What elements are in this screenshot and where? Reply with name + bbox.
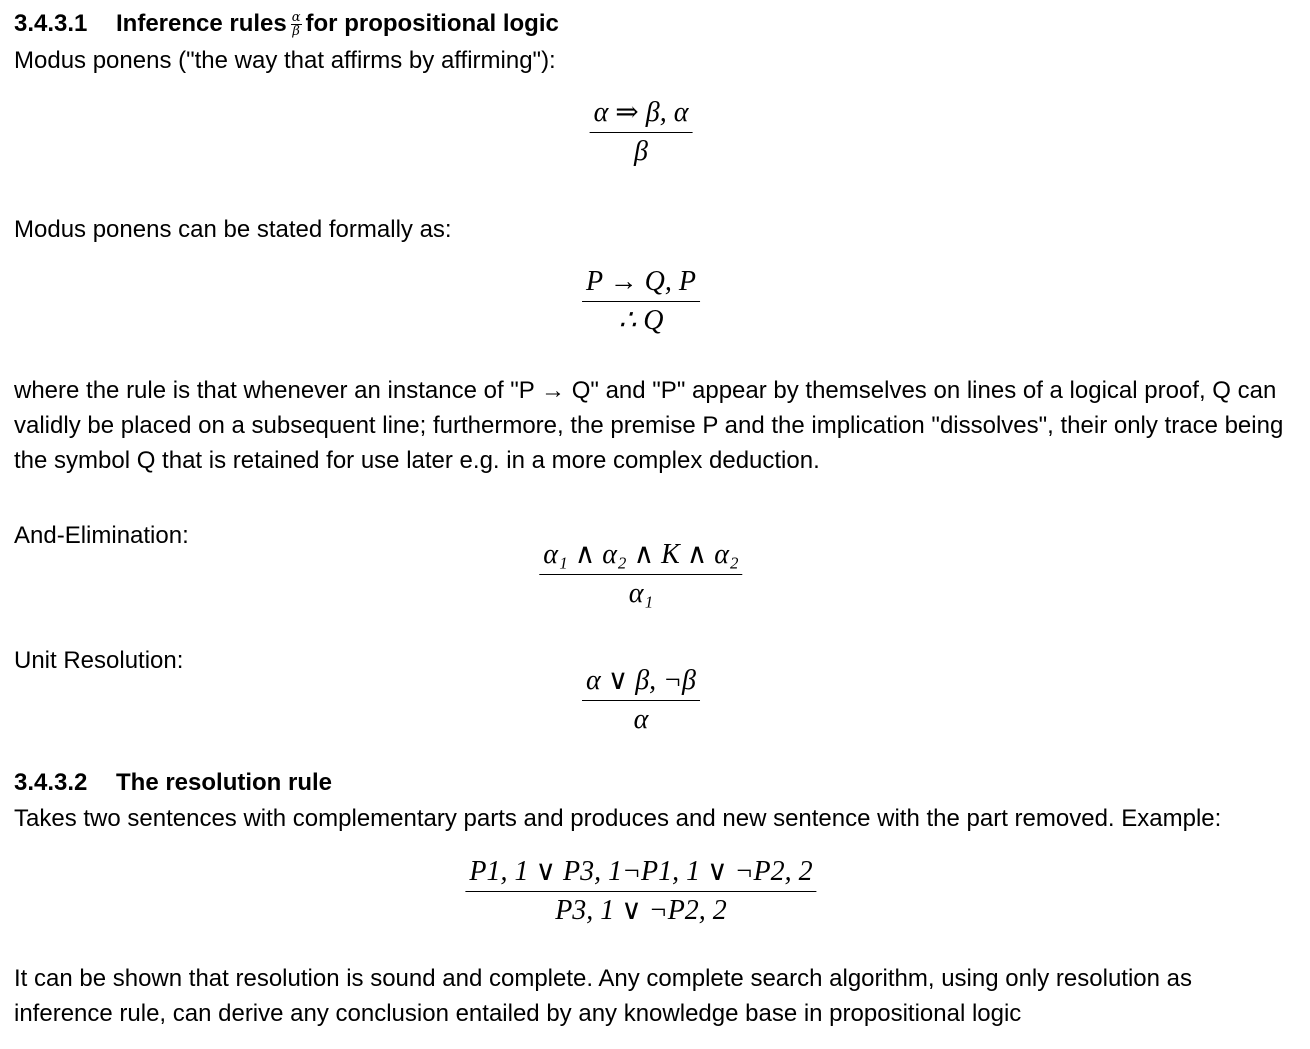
section-heading-resolution-rule bbox=[14, 768, 332, 798]
rule-premises: α ⇒ β, α bbox=[590, 98, 693, 133]
section-title-start: Inference rules bbox=[116, 10, 287, 37]
title-fraction-numerator: α bbox=[291, 10, 301, 26]
modus-ponens-formal-intro: Modus ponens can be stated formally as: bbox=[14, 216, 452, 243]
resolution-closing-paragraph: It can be shown that resolution is sound and complete. Any complete search algorithm, using only resolution as inference rule, can derive any conclusion entailed by any knowledge base in propositional logic bbox=[14, 965, 1193, 1027]
and-elimination-conclusion: α₁ bbox=[628, 578, 654, 609]
modus-ponens-formal-rule bbox=[582, 267, 700, 336]
unit-resolution-conclusion: α bbox=[633, 704, 649, 735]
unit-resolution-premises: α ∨ β, ¬β bbox=[582, 666, 700, 701]
section-heading-inference-rules bbox=[14, 9, 559, 39]
resolution-example-conclusion: P3, 1 ∨ ¬P2, 2 bbox=[555, 895, 727, 926]
modus-ponens-intro: Modus ponens ("the way that affirms by affirming"): bbox=[14, 47, 556, 74]
modus-ponens-rule bbox=[590, 98, 693, 167]
modus-ponens-explanation: where the rule is that whenever an instance of "P → Q" and "P" appear by themselves on lines of a logical proof, Q can validly be placed on a subsequent line; furthermore, the premise P and the implication "dissolves", their only trace being the symbol Q that is retained for use later e.g. in a more complex deduction. bbox=[14, 377, 1284, 474]
title-fraction bbox=[291, 11, 302, 38]
resolution-example-premises: P1, 1 ∨ P3, 1¬P1, 1 ∨ ¬P2, 2 bbox=[465, 857, 816, 892]
section-number: 3.4.3.1 bbox=[14, 10, 88, 37]
section-title: The resolution rule bbox=[116, 769, 333, 796]
title-fraction-denominator: β bbox=[292, 24, 300, 40]
unit-resolution-rule bbox=[582, 666, 700, 735]
rule-conclusion: β bbox=[634, 136, 648, 167]
formal-rule-premises: P → Q, P bbox=[582, 267, 700, 302]
and-elimination-label: And-Elimination: bbox=[14, 522, 189, 549]
section-title-end: for propositional logic bbox=[305, 10, 559, 37]
and-elimination-premises: α₁ ∧ α₂ ∧ K ∧ α₂ bbox=[539, 540, 742, 575]
formal-rule-conclusion: ∴ Q bbox=[618, 305, 664, 336]
unit-resolution-label: Unit Resolution: bbox=[14, 647, 184, 674]
and-elimination-rule bbox=[539, 540, 742, 609]
resolution-description: Takes two sentences with complementary parts and produces and new sentence with the part removed. Example: bbox=[14, 805, 1222, 832]
section-number: 3.4.3.2 bbox=[14, 769, 88, 796]
resolution-example bbox=[465, 857, 816, 926]
